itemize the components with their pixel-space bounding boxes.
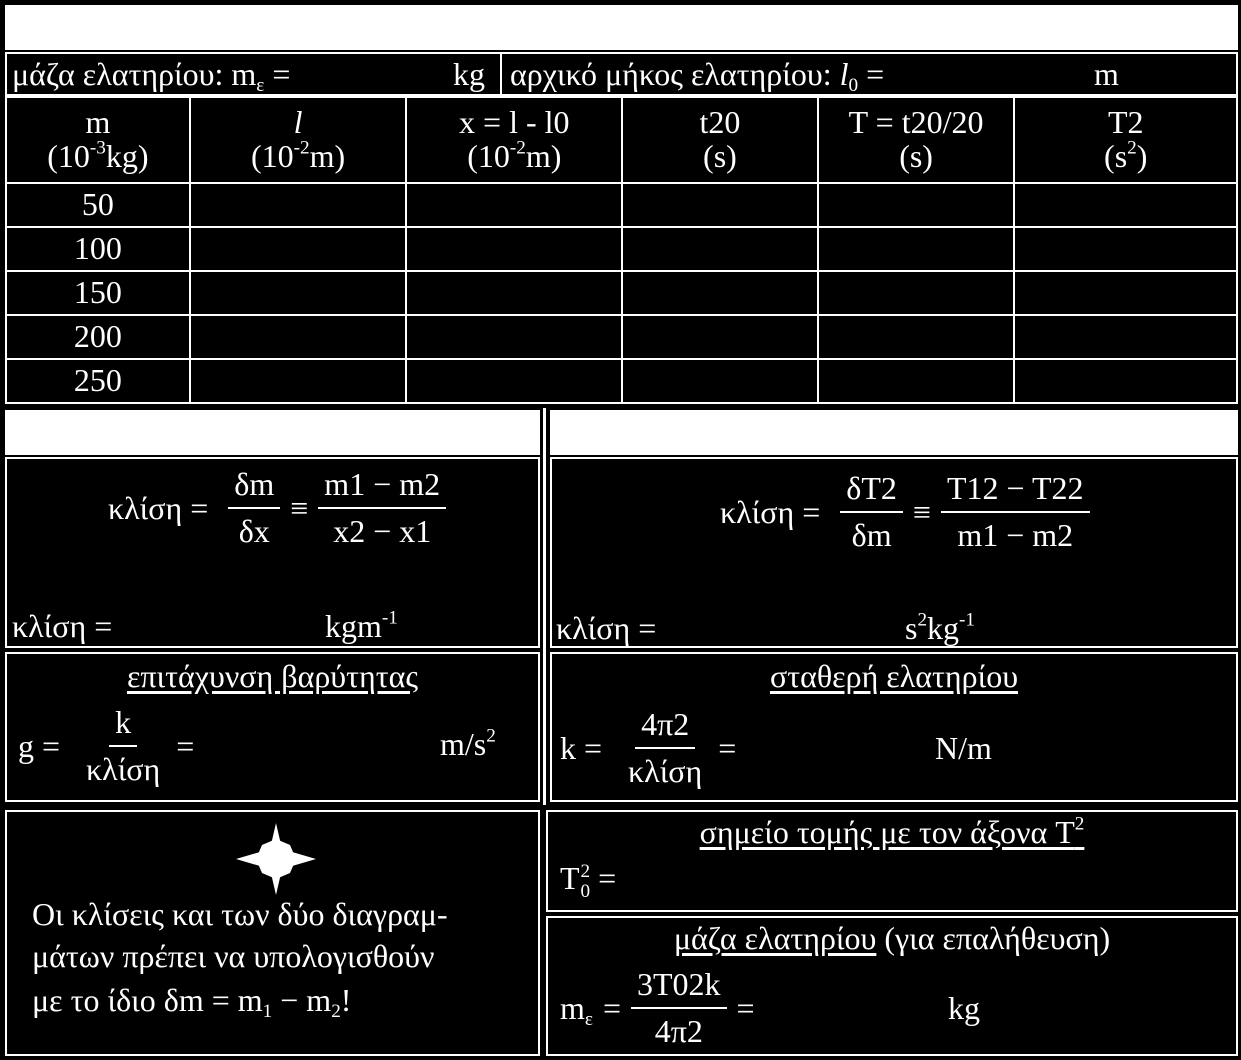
period-squared-input-cell[interactable] bbox=[1014, 315, 1237, 359]
mass-cell: 50 bbox=[6, 183, 190, 227]
period-squared-input-cell[interactable] bbox=[1014, 359, 1237, 403]
length-input-cell[interactable] bbox=[190, 271, 407, 315]
t20-input-cell[interactable] bbox=[622, 227, 818, 271]
spring-constant-title: σταθερή ελατηρίου bbox=[769, 658, 1019, 694]
length-input-cell[interactable] bbox=[190, 315, 407, 359]
note-line-2: μάτων πρέπει να υπολογισθούν bbox=[32, 938, 435, 974]
col-header-length: l $(10^{-2}m)$ bbox=[190, 97, 407, 183]
t20-input-cell[interactable] bbox=[622, 315, 818, 359]
right-slope-result-label: κλίση = bbox=[556, 610, 657, 646]
right-slope-result-unit: $s^2kg^{-1}$ bbox=[905, 609, 976, 646]
left-slope-result-unit: kgm$^{-1}$ bbox=[325, 607, 398, 644]
extension-input-cell[interactable] bbox=[406, 359, 622, 403]
extension-input-cell[interactable] bbox=[406, 271, 622, 315]
table-row bbox=[6, 315, 1237, 359]
star-icon bbox=[236, 823, 316, 895]
note-line-1: Οι κλίσεις και των δύο διαγραμ- bbox=[32, 896, 448, 932]
gravity-formula: g = $\frac{k}{\text{κλίση}}$ = bbox=[18, 704, 195, 787]
col-header-mass: m $(10^{-3}kg)$ bbox=[6, 97, 190, 183]
gravity-unit: $m/s^2$ bbox=[440, 725, 496, 762]
t20-input-cell[interactable] bbox=[622, 183, 818, 227]
intercept-formula: T 2 0 = bbox=[560, 860, 617, 902]
period-input-cell[interactable] bbox=[818, 359, 1015, 403]
period-input-cell[interactable] bbox=[818, 183, 1015, 227]
intercept-title: σημείο τομής με τον άξονα $T^2$ bbox=[699, 813, 1085, 850]
initial-length-label: αρχικό μήκος ελατηρίου: $l_0$ = bbox=[510, 56, 885, 96]
t20-input-cell[interactable] bbox=[622, 359, 818, 403]
col-header-period: T = t20/20 (s) bbox=[818, 97, 1015, 183]
extension-input-cell[interactable] bbox=[406, 315, 622, 359]
table-row bbox=[6, 271, 1237, 315]
extension-input-cell[interactable] bbox=[406, 183, 622, 227]
length-input-cell[interactable] bbox=[190, 227, 407, 271]
length-input-cell[interactable] bbox=[190, 183, 407, 227]
initial-length-unit: m bbox=[1094, 56, 1119, 92]
period-squared-input-cell[interactable] bbox=[1014, 227, 1237, 271]
spring-mass-label: μάζα ελατηρίου: $m_\varepsilon$ = bbox=[12, 56, 291, 96]
right-slope-formula: κλίση = $\frac{\delta T2}{\delta m}$ ≡ $\frac{T12 - T22}{m1 - m2}$ bbox=[720, 470, 1090, 554]
left-graph-bar bbox=[5, 410, 540, 455]
col-header-period-squared: T2 $(s^2)$ bbox=[1014, 97, 1237, 183]
table-header-row bbox=[6, 97, 1237, 183]
left-slope-result-label: κλίση = bbox=[12, 608, 113, 644]
t20-input-cell[interactable] bbox=[622, 271, 818, 315]
measurement-table bbox=[5, 96, 1238, 404]
period-input-cell[interactable] bbox=[818, 271, 1015, 315]
length-input-cell[interactable] bbox=[190, 359, 407, 403]
spring-mass-unit: kg bbox=[453, 56, 485, 92]
mass-cell: 100 bbox=[6, 227, 190, 271]
mass-cell: 250 bbox=[6, 359, 190, 403]
table-row bbox=[6, 359, 1237, 403]
period-squared-input-cell[interactable] bbox=[1014, 183, 1237, 227]
table-row bbox=[6, 227, 1237, 271]
period-input-cell[interactable] bbox=[818, 227, 1015, 271]
mass-cell: 150 bbox=[6, 271, 190, 315]
spring-constant-formula: k = $\frac{4\pi 2}{\text{κλίση}}$ = bbox=[560, 706, 737, 789]
spring-constant-unit: N/m bbox=[935, 730, 992, 766]
table-row bbox=[6, 183, 1237, 227]
spring-mass-check-title: μάζα ελατηρίου (για επαλήθευση) bbox=[673, 920, 1111, 956]
extension-input-cell[interactable] bbox=[406, 227, 622, 271]
col-header-extension: x = l - l0 $(10^{-2}m)$ bbox=[406, 97, 622, 183]
period-squared-input-cell[interactable] bbox=[1014, 271, 1237, 315]
col-header-t20: t20 (s) bbox=[622, 97, 818, 183]
gravity-title: επιτάχυνση βαρύτητας bbox=[126, 658, 419, 694]
left-slope-formula: κλίση = $\frac{\delta m}{\delta x}$ ≡ $\frac{m1 - m2}{x2 - x1}$ bbox=[108, 466, 446, 550]
header-divider bbox=[500, 52, 502, 96]
period-input-cell[interactable] bbox=[818, 315, 1015, 359]
spring-mass-formula: $m_\varepsilon$ = $\frac{3T02k}{4\pi 2}$ = bbox=[560, 966, 755, 1049]
center-divider bbox=[543, 408, 546, 805]
spring-mass-unit: kg bbox=[948, 990, 980, 1026]
note-line-3: με το ίδιο $\delta m = m_1 - m_2$! bbox=[32, 982, 352, 1022]
right-graph-bar bbox=[550, 410, 1238, 455]
top-bar bbox=[5, 5, 1238, 50]
mass-cell: 200 bbox=[6, 315, 190, 359]
